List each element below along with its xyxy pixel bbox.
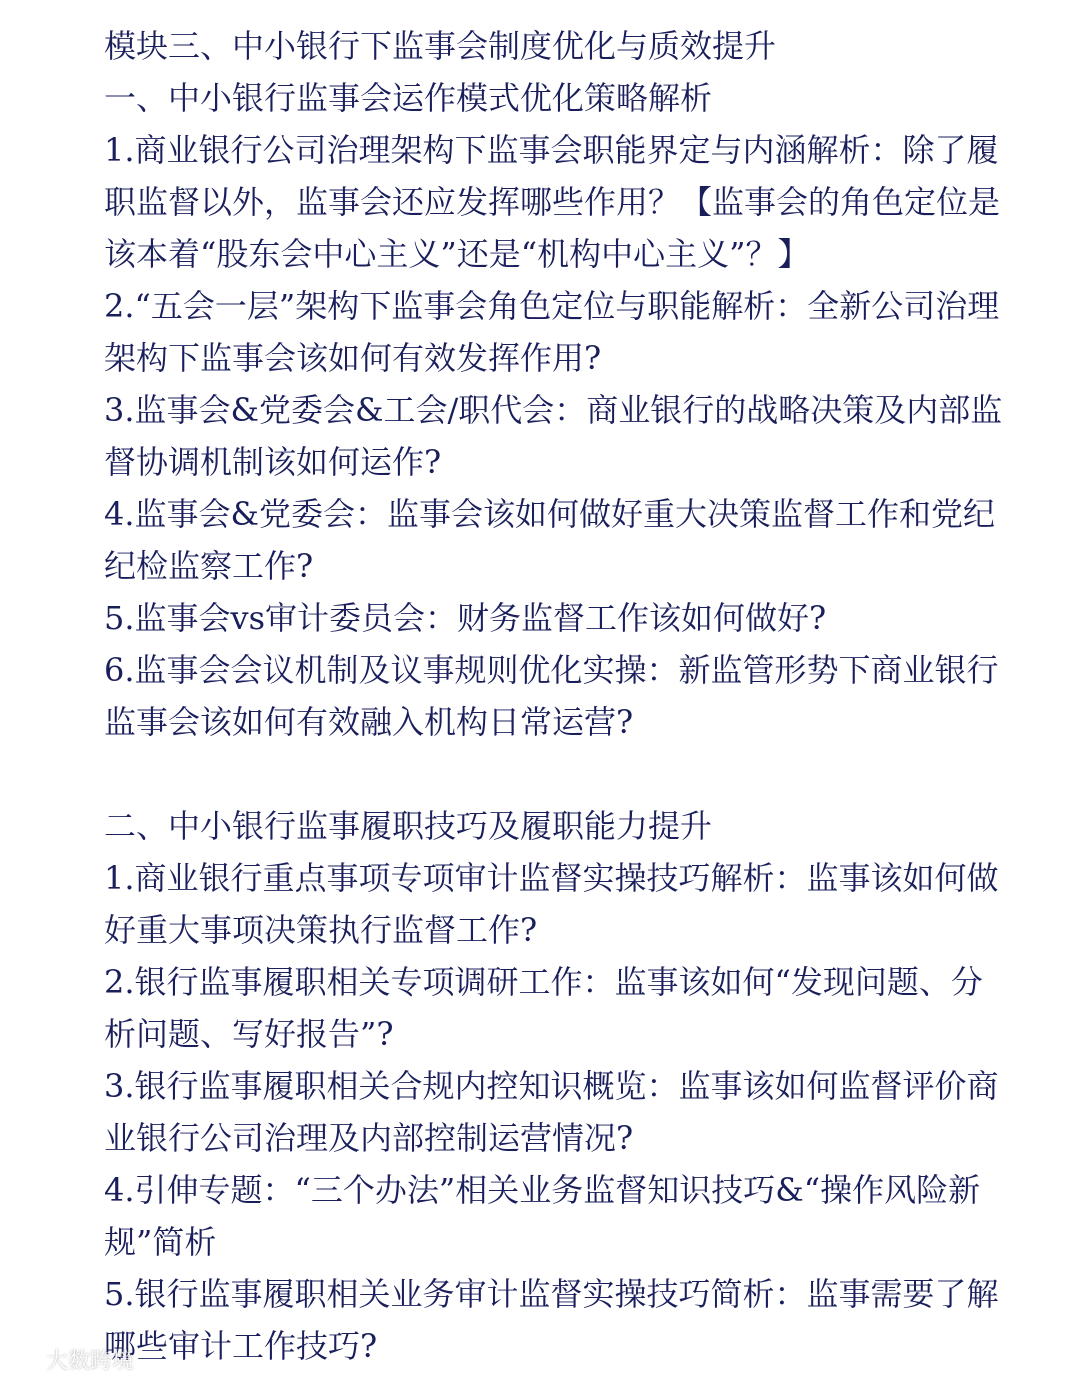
list-item: 3.银行监事履职相关合规内控知识概览：监事该如何监督评价商业银行公司治理及内部控制运营情况? xyxy=(104,1067,999,1157)
list-item: 4.监事会&党委会：监事会该如何做好重大决策监督工作和党纪纪检监察工作? xyxy=(104,495,996,585)
list-item: 5.银行监事履职相关业务审计监督实操技巧简析：监事需要了解哪些审计工作技巧? xyxy=(104,1275,999,1365)
list-item: 5.监事会vs审计委员会：财务监督工作该如何做好? xyxy=(104,599,827,637)
list-item: 2.银行监事履职相关专项调研工作：监事该如何“发现问题、分析问题、写好报告”? xyxy=(104,963,983,1053)
section-heading-1: 一、中小银行监事会运作模式优化策略解析 xyxy=(104,79,713,117)
list-item: 1.商业银行重点事项专项审计监督实操技巧解析：监事该如何做好重大事项决策执行监督工作? xyxy=(104,859,999,949)
list-item: 6.监事会会议机制及议事规则优化实操：新监管形势下商业银行监事会该如何有效融入机构日常运营? xyxy=(104,651,999,741)
list-item: 3.监事会&党委会&工会/职代会：商业银行的战略决策及内部监督协调机制该如何运作? xyxy=(104,391,1003,481)
section-spacer xyxy=(104,748,1004,800)
document-body xyxy=(104,20,1004,1372)
section-heading-2: 二、中小银行监事履职技巧及履职能力提升 xyxy=(104,807,713,845)
list-item: 2.“五会一层”架构下监事会角色定位与职能解析：全新公司治理架构下监事会该如何有效发挥作用? xyxy=(104,287,1000,377)
watermark xyxy=(10,1344,134,1375)
weibo-logo-icon xyxy=(10,1348,40,1372)
list-item: 4.引伸专题：“三个办法”相关业务监督知识技巧&“操作风险新规”简析 xyxy=(104,1171,981,1261)
watermark-text: 大数跨境 xyxy=(46,1349,135,1374)
module-title: 模块三、中小银行下监事会制度优化与质效提升 xyxy=(104,27,777,65)
list-item: 1.商业银行公司治理架构下监事会职能界定与内涵解析：除了履职监督以外，监事会还应发挥哪些作用？【监事会的角色定位是该本着“股东会中心主义”还是“机构中心主义”？】 xyxy=(104,131,1001,273)
